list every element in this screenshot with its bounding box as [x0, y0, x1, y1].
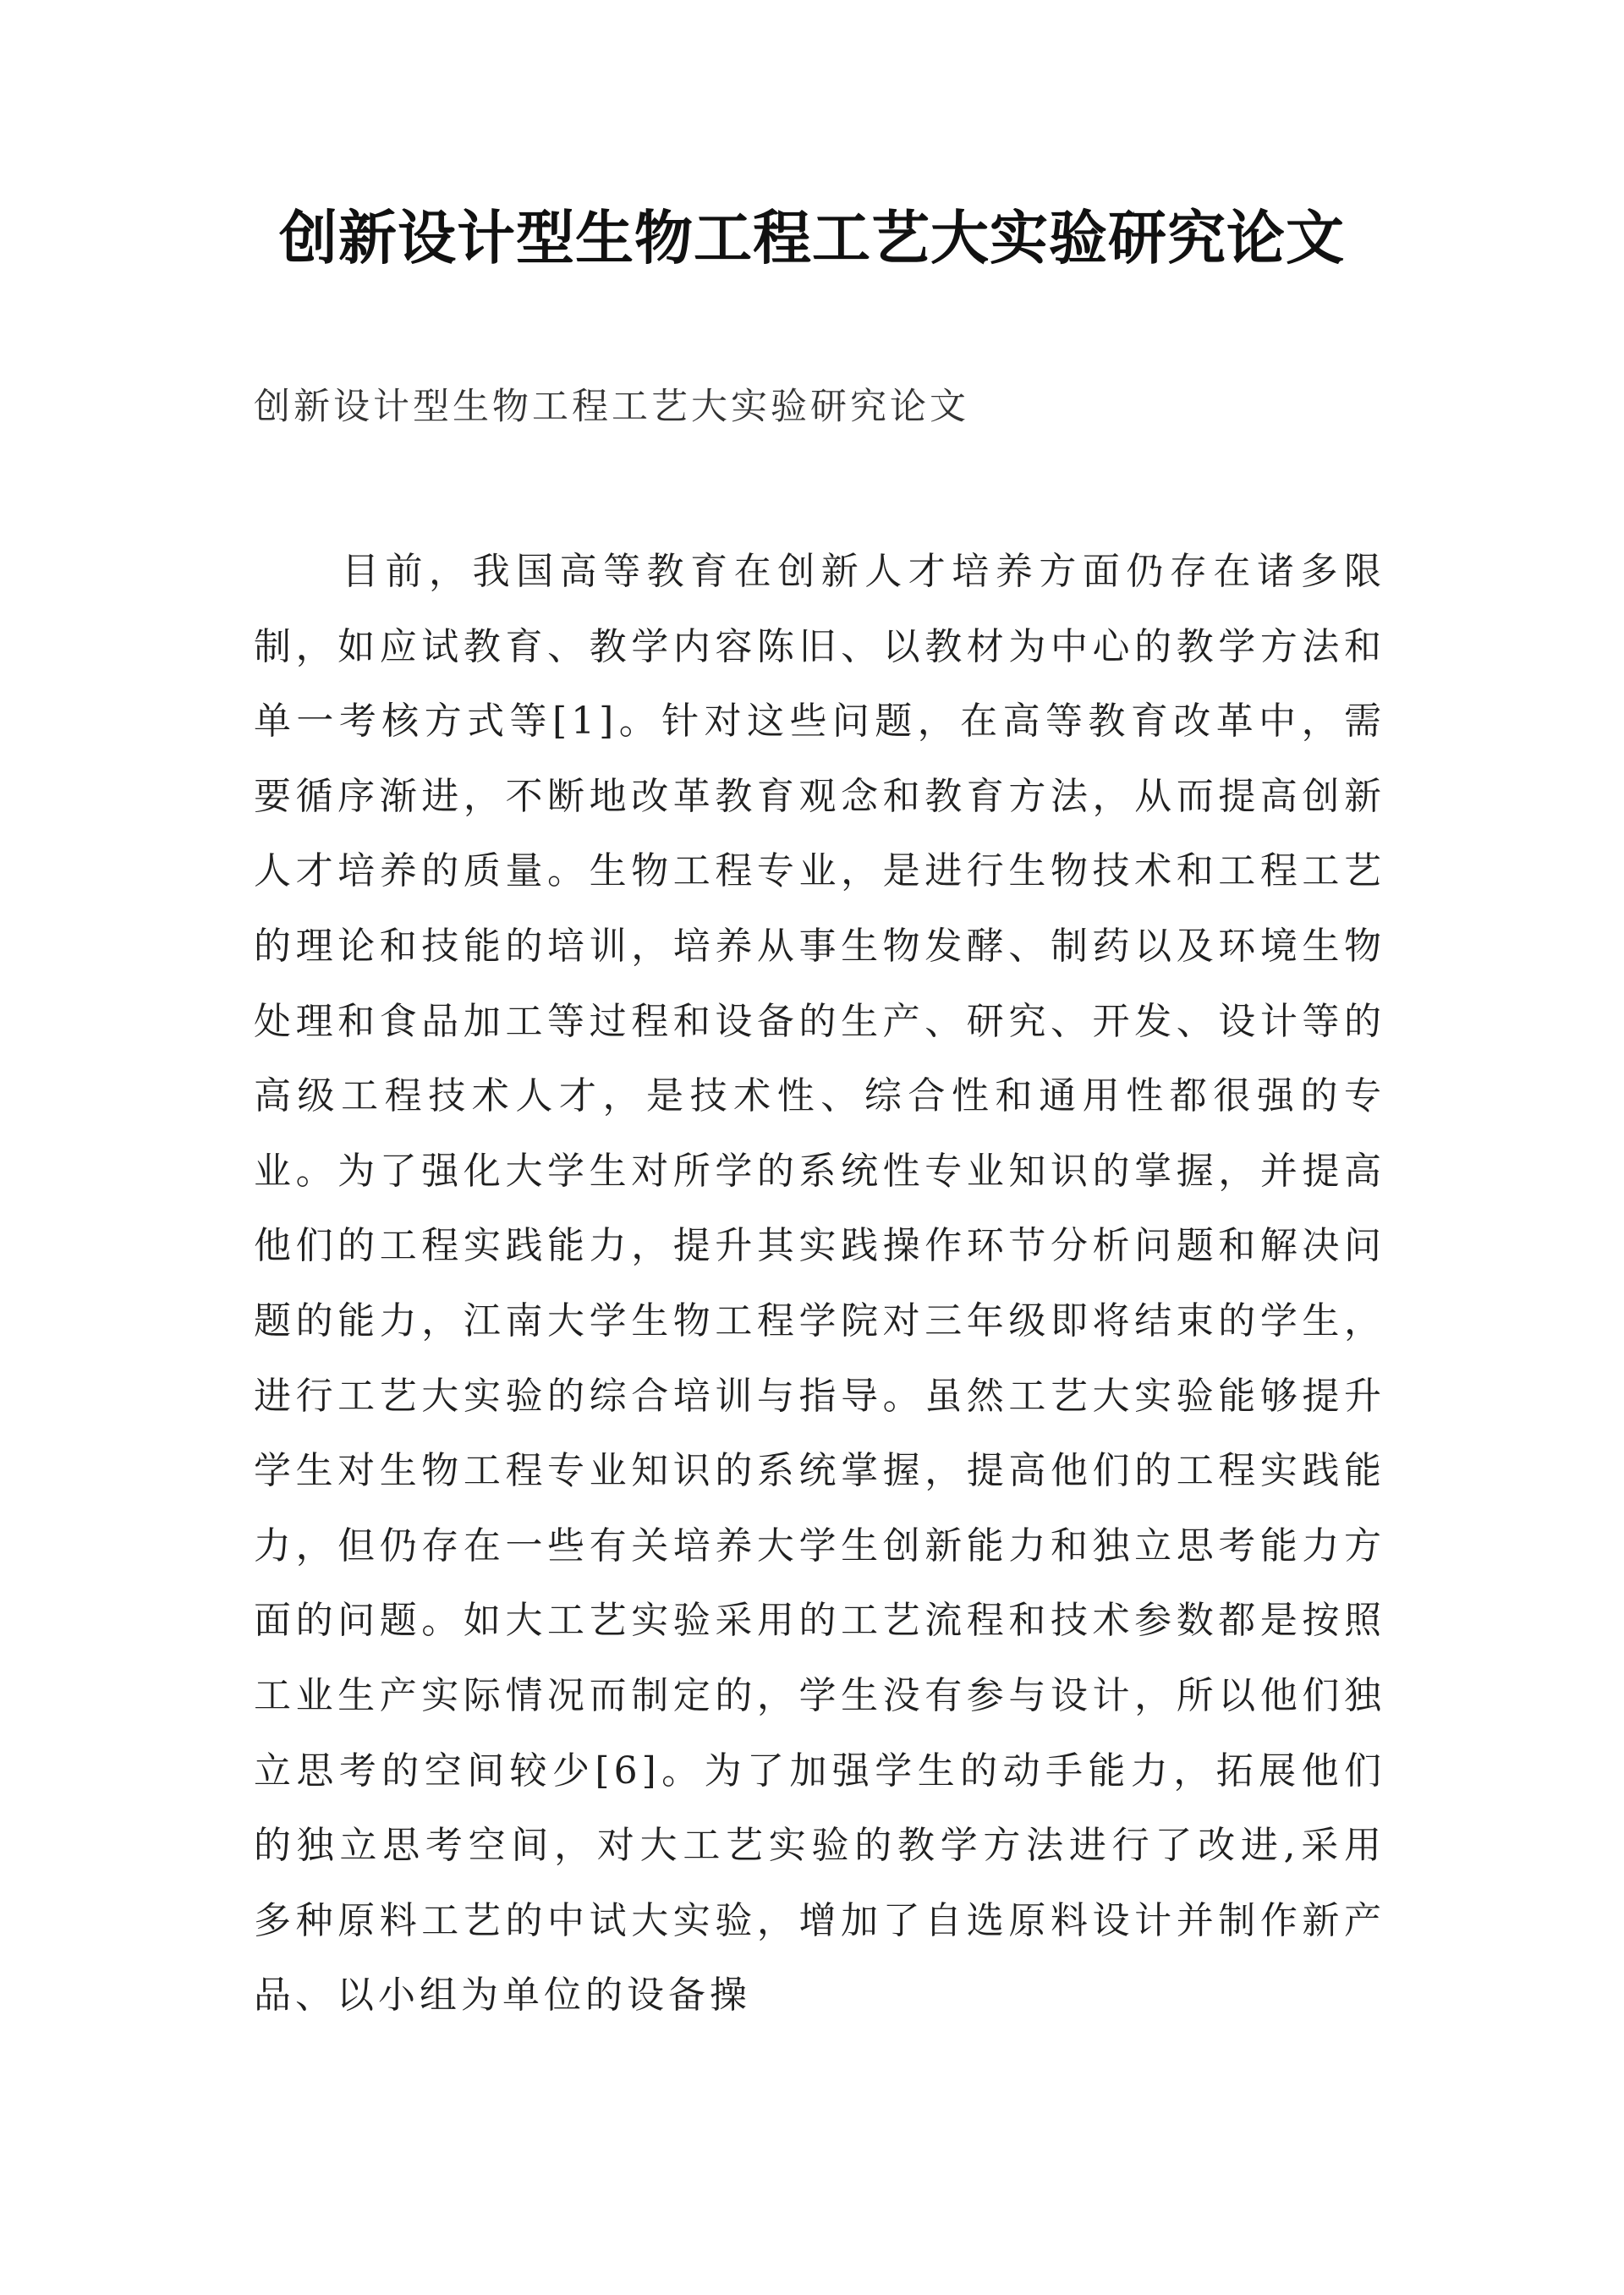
document-subtitle: 创新设计型生物工程工艺大实验研究论文	[254, 386, 969, 428]
body-paragraph: 目前，我国高等教育在创新人才培养方面仍存在诸多限制，如应试教育、教学内容陈旧、以教材为中心的教学方法和单一考核方式等[1]。针对这些问题，在高等教育改革中，需要循序渐进，不断地改革教育观念和教育方法，从而提高创新人才培养的质量。生物工程专业，是进行生物技术和工程工艺的理论和技能的培训，培养从事生物发酵、制药以及环境生物处理和食品加工等过程和设备的生产、研究、开发、设计等的高级工程技术人才，是技术性、综合性和通用性都很强的专业。为了强化大学生对所学的系统性专业知识的掌握，并提高他们的工程实践能力，提升其实践操作环节分析问题和解决问题的能力，江南大学生物工程学院对三年级即将结束的学生，进行工艺大实验的综合培训与指导。虽然工艺大实验能够提升学生对生物工程专业知识的系统掌握，提高他们的工程实践能力，但仍存在一些有关培养大学生创新能力和独立思考能力方面的问题。如大工艺实验采用的工艺流程和技术参数都是按照工业生产实际情况而制定的，学生没有参与设计，所以他们独立思考的空间较少[6]。为了加强学生的动手能力，拓展他们的独立思考空间，对大工艺实验的教学方法进行了改进,采用多种原料工艺的中试大实验，增加了自选原料设计并制作新产品、以小组为单位的设备操	[254, 550, 1385, 2018]
document-title: 创新设计型生物工程工艺大实验研究论文	[279, 205, 1345, 272]
